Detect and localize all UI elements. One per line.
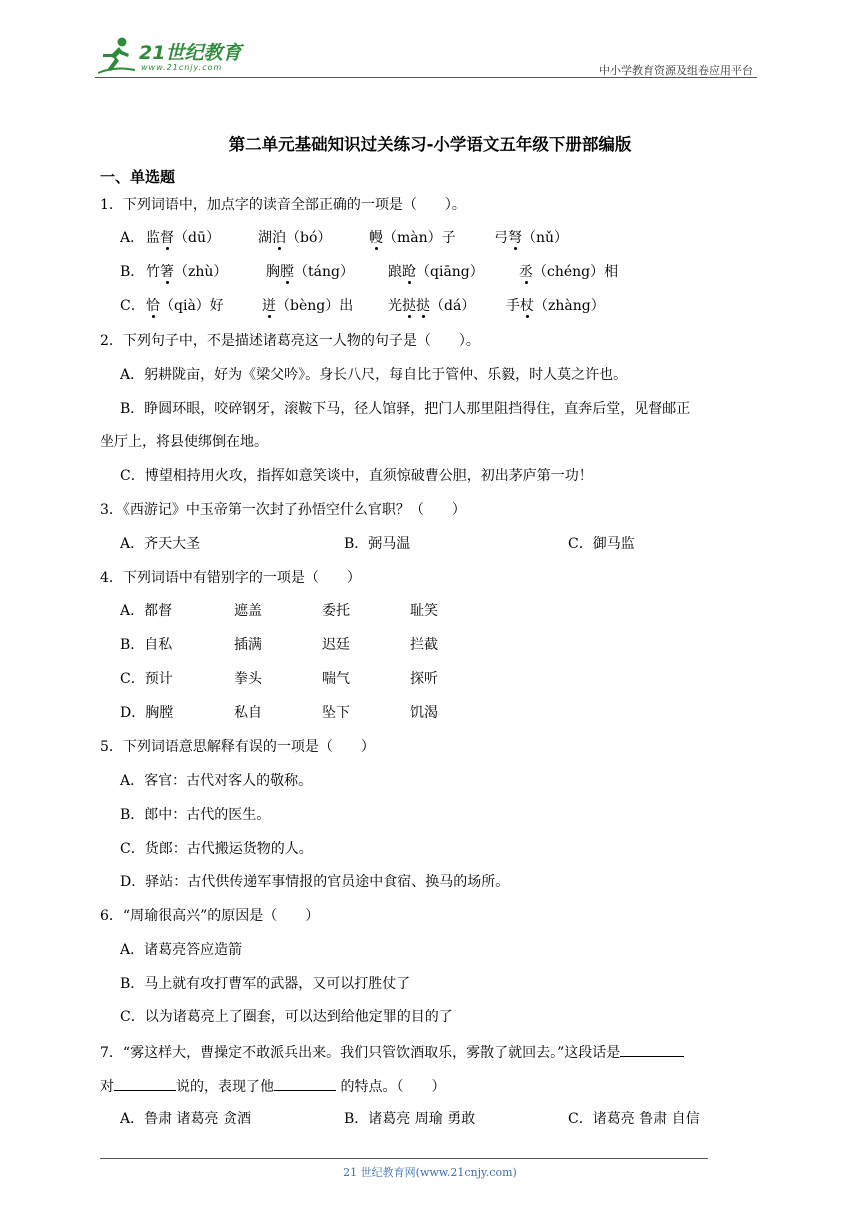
question-2-option-b[interactable]: B．睁圆环眼，咬碎钢牙，滚鞍下马，径人馆驿，把门人那里阻挡得住，直奔后堂，见督邮正 — [120, 401, 691, 417]
question-5-option-c[interactable]: C．货郎：古代搬运货物的人。 — [120, 841, 313, 857]
word: 坠下 — [322, 705, 350, 721]
word: 迟廷 — [322, 637, 350, 653]
question-5-option-a[interactable]: A．客官：古代对客人的敬称。 — [120, 773, 313, 789]
question-2-option-a[interactable]: A．躬耕陇亩，好为《梁父吟》。身长八尺，每自比于管仲、乐毅，时人莫之许也。 — [120, 367, 628, 383]
question-6-option-c[interactable]: C．以为诸葛亮上了圈套，可以达到给他定罪的目的了 — [120, 1009, 453, 1025]
option-label: A． — [120, 230, 145, 246]
question-2-stem: 2．下列句子中，不是描述诸葛亮这一人物的句子是（ ）。 — [100, 333, 480, 349]
question-5-option-d[interactable]: D．驿站：古代供传递军事情报的官员途中食宿、换马的场所。 — [120, 874, 510, 890]
question-7-text: 说的，表现了他 — [176, 1079, 274, 1095]
word-2: 迸（bèng）出 — [262, 298, 354, 314]
word: 委托 — [322, 603, 350, 619]
question-6-option-b[interactable]: B．马上就有攻打曹军的武器，又可以打胜仗了 — [120, 976, 411, 992]
word-4: 丞（chéng）相 — [519, 264, 619, 280]
question-2-option-b-cont: 坐厅上，将县使绑倒在地。 — [100, 434, 268, 450]
word-3: 光挞挞（dá） — [388, 298, 476, 314]
word-1: 监督（dū） — [146, 230, 220, 246]
question-7-stem-cont — [100, 1076, 445, 1096]
platform-name: 中小学教育资源及组卷应用平台 — [599, 64, 753, 77]
question-7-option-c[interactable]: C．诸葛亮 鲁肃 自信 — [568, 1111, 700, 1127]
word: 喘气 — [322, 671, 350, 687]
question-3-option-a[interactable]: A．齐天大圣 — [120, 536, 201, 552]
word: C．预计 — [120, 671, 173, 687]
question-4-stem: 4．下列词语中有错别字的一项是（ ） — [100, 570, 361, 586]
question-5-option-b[interactable]: B．郎中：古代的医生。 — [120, 807, 271, 823]
word-2: 湖泊（bó） — [258, 230, 332, 246]
word-1: 恰（qià）好 — [146, 298, 224, 314]
question-7-text: 7．“雾这样大，曹操定不敢派兵出来。我们只管饮酒取乐，雾散了就回去。”这段话是 — [100, 1045, 621, 1061]
header-divider — [95, 77, 757, 78]
question-7-text: 的特点。（ ） — [336, 1079, 446, 1095]
question-7-stem — [100, 1042, 684, 1062]
question-7-option-b[interactable]: B．诸葛亮 周瑜 勇敢 — [344, 1111, 476, 1127]
word: 私自 — [234, 705, 262, 721]
question-3-stem: 3．《西游记》中玉帝第一次封了孙悟空什么官职？（ ） — [100, 502, 466, 518]
word: 插满 — [234, 637, 262, 653]
runner-logo-icon — [95, 36, 137, 76]
footer-link[interactable]: 21 世纪教育网(www.21cnjy.com) — [343, 1166, 517, 1179]
word-3: 幔（màn）子 — [369, 230, 456, 246]
word-3: 踉跄（qiāng） — [388, 264, 484, 280]
word-4: 弓弩（nǔ） — [494, 230, 569, 246]
question-3-option-b[interactable]: B．弼马温 — [344, 536, 411, 552]
word: 拳头 — [234, 671, 262, 687]
option-label: C． — [120, 298, 145, 314]
word-4: 手杖（zhàng） — [506, 298, 605, 314]
question-6-option-a[interactable]: A．诸葛亮答应造箭 — [120, 942, 243, 958]
footer-divider — [100, 1158, 708, 1159]
word: B．自私 — [120, 637, 173, 653]
word: 饥渴 — [410, 705, 438, 721]
logo-url: www.21cnjy.com — [141, 63, 223, 72]
word: 探听 — [410, 671, 438, 687]
question-6-stem: 6．“周瑜很高兴”的原因是（ ） — [100, 908, 320, 924]
question-2-option-c[interactable]: C．博望相持用火攻，指挥如意笑谈中，直须惊破曹公胆，初出茅庐第一功！ — [120, 468, 593, 484]
section-heading: 一、单选题 — [100, 168, 176, 186]
word-1: 竹箸（zhù） — [146, 264, 228, 280]
question-7-option-a[interactable]: A．鲁肃 诸葛亮 贪酒 — [120, 1111, 252, 1127]
question-1-stem: 1．下列词语中，加点字的读音全部正确的一项是（ ）。 — [100, 197, 466, 213]
logo-text: 21世纪教育 — [139, 42, 242, 64]
answer-blank[interactable] — [114, 1076, 176, 1091]
word-2: 胸膛（táng） — [266, 264, 354, 280]
word: D．胸膛 — [120, 705, 174, 721]
option-label: B． — [120, 264, 145, 280]
word: 耻笑 — [410, 603, 438, 619]
site-logo[interactable] — [95, 36, 265, 76]
word: A．都督 — [120, 603, 173, 619]
question-5-stem: 5．下列词语意思解释有误的一项是（ ） — [100, 739, 375, 755]
answer-blank[interactable] — [620, 1042, 684, 1057]
question-3-option-c[interactable]: C．御马监 — [568, 536, 635, 552]
word: 遮盖 — [234, 603, 262, 619]
word: 拦截 — [410, 637, 438, 653]
answer-blank[interactable] — [274, 1076, 336, 1091]
question-7-text: 对 — [100, 1079, 114, 1095]
page-header — [95, 30, 757, 80]
document-title: 第二单元基础知识过关练习-小学语文五年级下册部编版 — [228, 135, 632, 154]
